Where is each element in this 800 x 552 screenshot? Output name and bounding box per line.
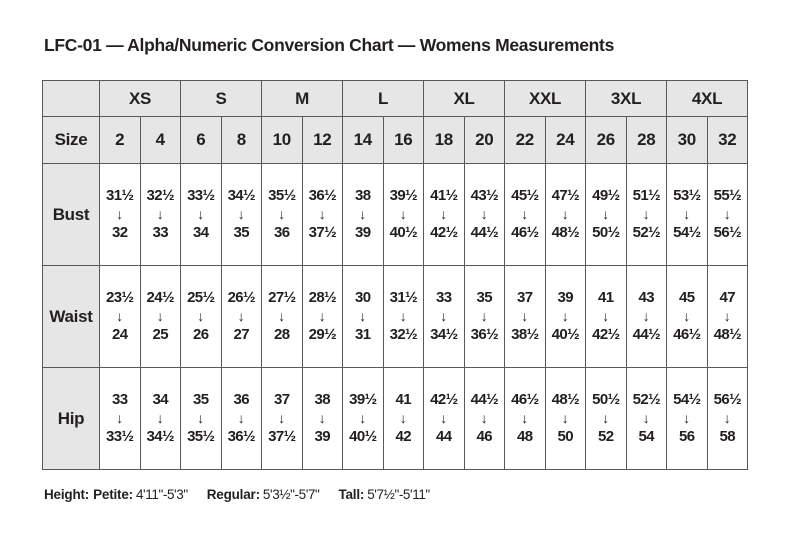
measurement-cell	[262, 266, 303, 368]
down-arrow-icon: ↓	[359, 307, 367, 324]
down-arrow-icon: ↓	[278, 205, 286, 222]
down-arrow-icon: ↓	[561, 205, 569, 222]
down-arrow-icon: ↓	[318, 409, 326, 426]
size-cell-32: 32	[707, 117, 748, 164]
range-to: 54½	[673, 224, 701, 242]
measurement-cell	[626, 266, 667, 368]
measurement-cell	[383, 368, 424, 470]
range-to: 40½	[389, 224, 417, 242]
range-to: 35½	[187, 428, 215, 446]
range-from: 36½	[308, 186, 336, 204]
down-arrow-icon: ↓	[723, 307, 731, 324]
range-from: 35	[193, 390, 209, 408]
range-to: 34	[193, 224, 209, 242]
measurement-cell	[262, 164, 303, 266]
down-arrow-icon: ↓	[723, 205, 731, 222]
range-from: 39½	[349, 390, 377, 408]
range-from: 35½	[268, 186, 296, 204]
size-cell-6: 6	[181, 117, 222, 164]
alpha-header-cell-s: S	[181, 81, 262, 117]
range-to: 34½	[146, 428, 174, 446]
down-arrow-icon: ↓	[116, 307, 124, 324]
measurement-cell	[343, 164, 384, 266]
range-from: 32½	[146, 186, 174, 204]
measurement-cell	[667, 368, 708, 470]
range-to: 26	[193, 326, 209, 344]
down-arrow-icon: ↓	[480, 307, 488, 324]
range-to: 38½	[511, 326, 539, 344]
range-from: 41½	[430, 186, 458, 204]
down-arrow-icon: ↓	[399, 205, 407, 222]
down-arrow-icon: ↓	[521, 307, 529, 324]
down-arrow-icon: ↓	[278, 409, 286, 426]
range-to: 48½	[713, 326, 741, 344]
range-to: 36½	[470, 326, 498, 344]
range-to: 44	[436, 428, 452, 446]
alpha-header-cell-xs: XS	[100, 81, 181, 117]
range-from: 28½	[308, 288, 336, 306]
range-to: 39	[314, 428, 331, 446]
range-from: 49½	[592, 186, 620, 204]
range-from: 24½	[146, 288, 174, 306]
size-cell-8: 8	[221, 117, 262, 164]
down-arrow-icon: ↓	[561, 409, 569, 426]
measurement-cell	[221, 164, 262, 266]
range-to: 35	[233, 224, 250, 242]
range-from: 50½	[592, 390, 620, 408]
measurement-cell	[221, 368, 262, 470]
range-from: 33½	[187, 186, 215, 204]
range-to: 28	[274, 326, 290, 344]
range-from: 44½	[470, 390, 498, 408]
size-cell-24: 24	[545, 117, 586, 164]
range-from: 39	[557, 288, 574, 306]
range-from: 43	[638, 288, 655, 306]
table-row-bust	[43, 164, 748, 266]
measurement-cell	[464, 266, 505, 368]
size-cell-28: 28	[626, 117, 667, 164]
down-arrow-icon: ↓	[318, 205, 326, 222]
regular-label: Regular:	[206, 487, 260, 502]
regular-value: 5'3½"-5'7"	[262, 487, 320, 502]
measurement-cell	[586, 164, 627, 266]
size-cell-30: 30	[667, 117, 708, 164]
range-to: 37½	[268, 428, 296, 446]
down-arrow-icon: ↓	[197, 409, 205, 426]
measurement-cell	[545, 164, 586, 266]
range-to: 56	[679, 428, 695, 446]
measurement-cell	[464, 164, 505, 266]
range-from: 43½	[470, 186, 498, 204]
measurement-cell	[100, 266, 141, 368]
range-from: 31½	[389, 288, 417, 306]
range-from: 37	[517, 288, 533, 306]
measurement-cell	[140, 266, 181, 368]
range-from: 34	[152, 390, 168, 408]
range-to: 46½	[673, 326, 701, 344]
range-to: 33½	[106, 428, 134, 446]
down-arrow-icon: ↓	[156, 307, 164, 324]
down-arrow-icon: ↓	[480, 205, 488, 222]
down-arrow-icon: ↓	[642, 409, 650, 426]
down-arrow-icon: ↓	[683, 409, 691, 426]
down-arrow-icon: ↓	[480, 409, 488, 426]
down-arrow-icon: ↓	[683, 205, 691, 222]
range-to: 58	[719, 428, 736, 446]
size-cell-18: 18	[424, 117, 465, 164]
range-from: 45½	[511, 186, 539, 204]
range-from: 53½	[673, 186, 701, 204]
page-title: LFC-01 — Alpha/Numeric Conversion Chart — Womens Measurements	[44, 35, 615, 55]
down-arrow-icon: ↓	[602, 409, 610, 426]
measurement-cell	[262, 368, 303, 470]
range-to: 52½	[632, 224, 660, 242]
measurement-cell	[545, 368, 586, 470]
range-from: 35	[476, 288, 493, 306]
row-label-waist: Waist	[43, 266, 100, 368]
height-note	[44, 487, 449, 502]
range-to: 44½	[632, 326, 660, 344]
range-from: 37	[274, 390, 290, 408]
range-to: 48	[517, 428, 533, 446]
size-cell-26: 26	[586, 117, 627, 164]
tall-value: 5'7½"-5'11"	[367, 487, 430, 502]
alpha-header-cell-3xl: 3XL	[586, 81, 667, 117]
down-arrow-icon: ↓	[399, 409, 407, 426]
range-to: 42½	[430, 224, 458, 242]
measurement-cell	[626, 164, 667, 266]
measurement-cell	[383, 164, 424, 266]
range-to: 34½	[430, 326, 458, 344]
down-arrow-icon: ↓	[602, 205, 610, 222]
down-arrow-icon: ↓	[723, 409, 731, 426]
range-from: 51½	[632, 186, 660, 204]
down-arrow-icon: ↓	[156, 205, 164, 222]
range-to: 50	[557, 428, 574, 446]
range-to: 44½	[470, 224, 498, 242]
range-to: 46½	[511, 224, 539, 242]
measurement-cell	[343, 266, 384, 368]
range-to: 33	[152, 224, 168, 242]
measurement-cell	[505, 164, 546, 266]
range-to: 40½	[349, 428, 377, 446]
range-from: 42½	[430, 390, 458, 408]
tall-label: Tall:	[338, 487, 365, 502]
range-to: 48½	[551, 224, 579, 242]
measurement-cell	[545, 266, 586, 368]
range-from: 41	[395, 390, 412, 408]
size-cell-20: 20	[464, 117, 505, 164]
measurement-cell	[302, 266, 343, 368]
measurement-cell	[424, 368, 465, 470]
measurement-cell	[181, 266, 222, 368]
down-arrow-icon: ↓	[683, 307, 691, 324]
down-arrow-icon: ↓	[278, 307, 286, 324]
down-arrow-icon: ↓	[156, 409, 164, 426]
measurement-cell	[140, 368, 181, 470]
measurement-cell	[626, 368, 667, 470]
range-from: 54½	[673, 390, 701, 408]
down-arrow-icon: ↓	[521, 205, 529, 222]
measurement-cell	[586, 368, 627, 470]
height-petite	[93, 487, 188, 502]
range-to: 39	[355, 224, 371, 242]
range-to: 37½	[308, 224, 336, 242]
down-arrow-icon: ↓	[237, 307, 245, 324]
down-arrow-icon: ↓	[197, 205, 205, 222]
measurement-cell	[100, 368, 141, 470]
down-arrow-icon: ↓	[399, 307, 407, 324]
measurement-cell	[302, 164, 343, 266]
measurement-cell	[221, 266, 262, 368]
range-from: 26½	[227, 288, 255, 306]
range-from: 56½	[713, 390, 741, 408]
measurement-cell	[100, 164, 141, 266]
range-to: 56½	[713, 224, 741, 242]
table-row-hip	[43, 368, 748, 470]
range-to: 27	[233, 326, 250, 344]
range-to: 31	[355, 326, 371, 344]
range-from: 33	[436, 288, 452, 306]
range-from: 36	[233, 390, 250, 408]
alpha-header-cell-xl: XL	[424, 81, 505, 117]
range-to: 42	[395, 428, 412, 446]
down-arrow-icon: ↓	[642, 205, 650, 222]
range-from: 47	[719, 288, 736, 306]
size-row-label: Size	[43, 117, 100, 164]
range-to: 46	[476, 428, 493, 446]
range-from: 25½	[187, 288, 215, 306]
range-from: 55½	[713, 186, 741, 204]
size-cell-12: 12	[302, 117, 343, 164]
range-from: 47½	[551, 186, 579, 204]
range-to: 40½	[551, 326, 579, 344]
down-arrow-icon: ↓	[602, 307, 610, 324]
measurement-cell	[505, 368, 546, 470]
down-arrow-icon: ↓	[237, 409, 245, 426]
height-regular	[207, 487, 320, 502]
down-arrow-icon: ↓	[116, 205, 124, 222]
table-corner-cell	[43, 81, 100, 117]
measurement-cell	[140, 164, 181, 266]
measurement-cell	[586, 266, 627, 368]
measurement-cell	[707, 266, 748, 368]
size-cell-22: 22	[505, 117, 546, 164]
measurement-cell	[383, 266, 424, 368]
down-arrow-icon: ↓	[318, 307, 326, 324]
height-tall	[338, 487, 429, 502]
conversion-table	[42, 80, 748, 470]
down-arrow-icon: ↓	[359, 409, 367, 426]
measurement-cell	[707, 368, 748, 470]
range-from: 38	[355, 186, 371, 204]
range-to: 52	[598, 428, 614, 446]
range-from: 23½	[106, 288, 134, 306]
range-from: 41	[598, 288, 614, 306]
row-label-bust: Bust	[43, 164, 100, 266]
range-to: 42½	[592, 326, 620, 344]
measurement-cell	[424, 266, 465, 368]
size-cell-10: 10	[262, 117, 303, 164]
size-cell-16: 16	[383, 117, 424, 164]
range-from: 39½	[389, 186, 417, 204]
range-from: 45	[679, 288, 695, 306]
range-to: 50½	[592, 224, 620, 242]
down-arrow-icon: ↓	[561, 307, 569, 324]
range-from: 33	[112, 390, 128, 408]
measurement-cell	[505, 266, 546, 368]
alpha-header-cell-4xl: 4XL	[667, 81, 748, 117]
down-arrow-icon: ↓	[440, 409, 448, 426]
range-from: 52½	[632, 390, 660, 408]
height-label: Height:	[44, 487, 90, 502]
size-cell-14: 14	[343, 117, 384, 164]
size-cell-2: 2	[100, 117, 141, 164]
alpha-header-cell-xxl: XXL	[505, 81, 586, 117]
down-arrow-icon: ↓	[359, 205, 367, 222]
range-from: 27½	[268, 288, 296, 306]
measurement-cell	[181, 368, 222, 470]
range-to: 54	[638, 428, 655, 446]
range-to: 36	[274, 224, 290, 242]
down-arrow-icon: ↓	[116, 409, 124, 426]
measurement-cell	[667, 266, 708, 368]
petite-value: 4'11"-5'3"	[135, 487, 188, 502]
range-from: 31½	[106, 186, 134, 204]
range-from: 34½	[227, 186, 255, 204]
alpha-header-cell-l: L	[343, 81, 424, 117]
range-to: 32½	[389, 326, 417, 344]
alpha-header-cell-m: M	[262, 81, 343, 117]
measurement-cell	[343, 368, 384, 470]
range-to: 24	[112, 326, 128, 344]
down-arrow-icon: ↓	[237, 205, 245, 222]
range-to: 32	[112, 224, 128, 242]
measurement-cell	[424, 164, 465, 266]
range-to: 36½	[227, 428, 255, 446]
down-arrow-icon: ↓	[440, 307, 448, 324]
measurement-cell	[464, 368, 505, 470]
table-row-waist	[43, 266, 748, 368]
measurement-cell	[667, 164, 708, 266]
size-cell-4: 4	[140, 117, 181, 164]
range-from: 48½	[551, 390, 579, 408]
down-arrow-icon: ↓	[197, 307, 205, 324]
range-to: 25	[152, 326, 168, 344]
range-from: 46½	[511, 390, 539, 408]
measurement-cell	[302, 368, 343, 470]
range-from: 38	[314, 390, 331, 408]
range-from: 30	[355, 288, 371, 306]
measurement-cell	[707, 164, 748, 266]
down-arrow-icon: ↓	[521, 409, 529, 426]
down-arrow-icon: ↓	[440, 205, 448, 222]
row-label-hip: Hip	[43, 368, 100, 470]
range-to: 29½	[308, 326, 336, 344]
petite-label: Petite:	[93, 487, 133, 502]
down-arrow-icon: ↓	[642, 307, 650, 324]
measurement-cell	[181, 164, 222, 266]
